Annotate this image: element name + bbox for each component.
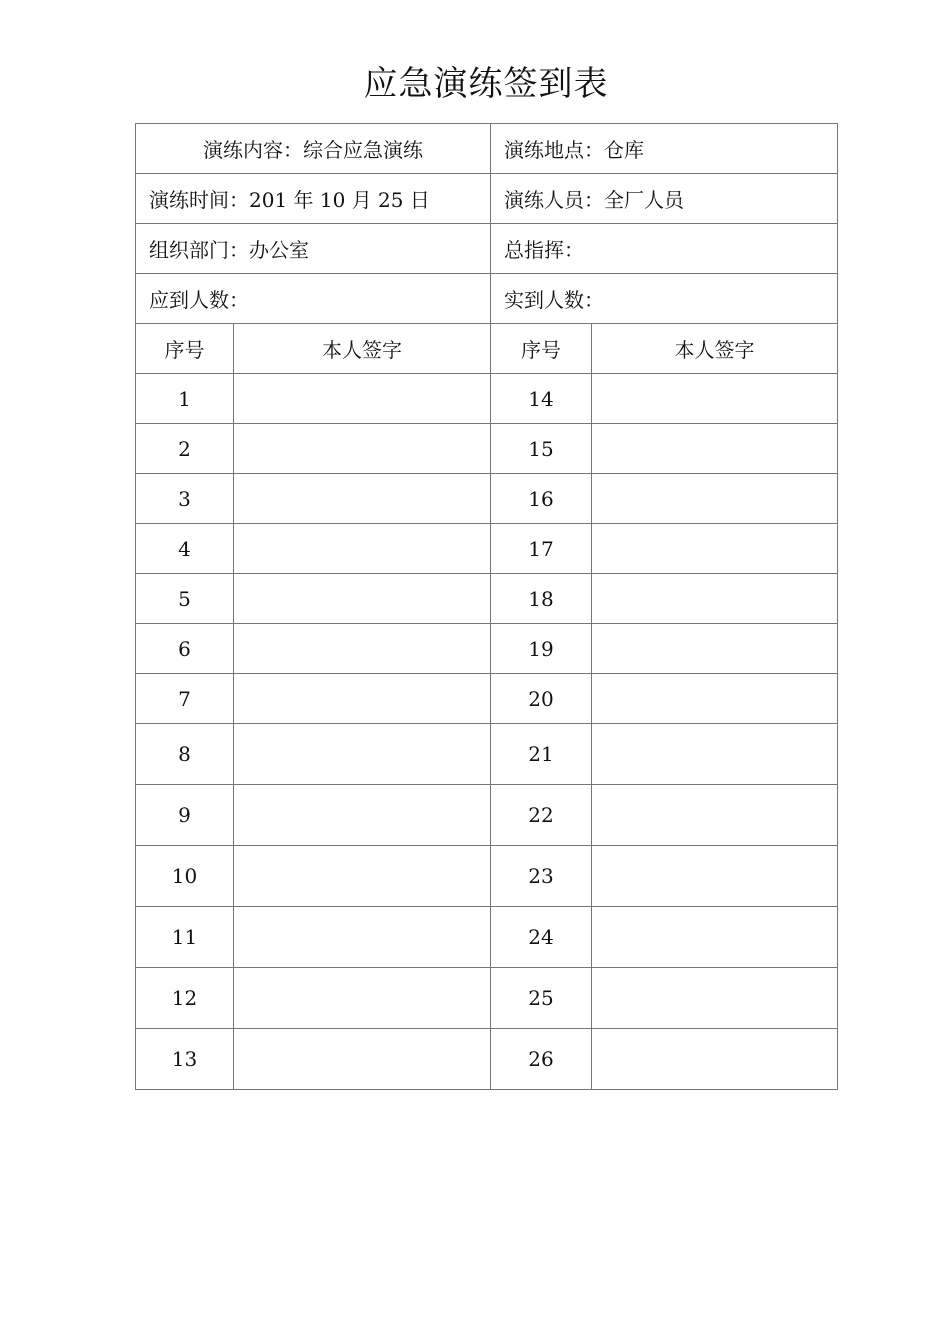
organizing-department: 组织部门：办公室 xyxy=(136,224,491,274)
table-row xyxy=(136,374,838,424)
signature-cell-left[interactable] xyxy=(234,474,491,524)
table-row xyxy=(136,474,838,524)
signature-cell-left[interactable] xyxy=(234,724,491,785)
signature-cell-right[interactable] xyxy=(592,968,838,1029)
signature-cell-right[interactable] xyxy=(592,424,838,474)
table-row xyxy=(136,574,838,624)
signature-cell-left[interactable] xyxy=(234,374,491,424)
table-row xyxy=(136,424,838,474)
table-row xyxy=(136,846,838,907)
header-seq-left: 序号 xyxy=(136,324,234,374)
info-row-content xyxy=(136,124,838,174)
seq-left: 6 xyxy=(136,624,234,674)
seq-left: 8 xyxy=(136,724,234,785)
seq-left: 10 xyxy=(136,846,234,907)
signature-cell-right[interactable] xyxy=(592,474,838,524)
actual-count: 实到人数： xyxy=(491,274,838,324)
table-row xyxy=(136,968,838,1029)
signature-cell-left[interactable] xyxy=(234,785,491,846)
page-title: 应急演练签到表 xyxy=(363,64,609,104)
seq-right: 22 xyxy=(491,785,592,846)
seq-right: 16 xyxy=(491,474,592,524)
signature-cell-left[interactable] xyxy=(234,624,491,674)
seq-left: 9 xyxy=(136,785,234,846)
seq-left: 1 xyxy=(136,374,234,424)
table-row xyxy=(136,624,838,674)
seq-left: 12 xyxy=(136,968,234,1029)
header-sign-left: 本人签字 xyxy=(234,324,491,374)
info-row-department xyxy=(136,224,838,274)
seq-right: 18 xyxy=(491,574,592,624)
seq-right: 23 xyxy=(491,846,592,907)
signature-cell-right[interactable] xyxy=(592,674,838,724)
table-row xyxy=(136,524,838,574)
signature-cell-right[interactable] xyxy=(592,724,838,785)
signature-cell-left[interactable] xyxy=(234,907,491,968)
seq-left: 13 xyxy=(136,1029,234,1090)
seq-left: 7 xyxy=(136,674,234,724)
table-row xyxy=(136,674,838,724)
signature-cell-right[interactable] xyxy=(592,574,838,624)
signature-cell-left[interactable] xyxy=(234,424,491,474)
seq-left: 3 xyxy=(136,474,234,524)
drill-time: 演练时间：201 年 10 月 25 日 xyxy=(136,174,491,224)
seq-left: 11 xyxy=(136,907,234,968)
column-header-row xyxy=(136,324,838,374)
signature-cell-right[interactable] xyxy=(592,846,838,907)
table-row xyxy=(136,907,838,968)
table-row xyxy=(136,724,838,785)
seq-right: 26 xyxy=(491,1029,592,1090)
seq-right: 17 xyxy=(491,524,592,574)
signature-cell-left[interactable] xyxy=(234,1029,491,1090)
seq-left: 4 xyxy=(136,524,234,574)
seq-right: 21 xyxy=(491,724,592,785)
table-row xyxy=(136,785,838,846)
seq-right: 24 xyxy=(491,907,592,968)
seq-right: 15 xyxy=(491,424,592,474)
header-seq-right: 序号 xyxy=(491,324,592,374)
info-row-time xyxy=(136,174,838,224)
signature-cell-right[interactable] xyxy=(592,524,838,574)
signature-cell-right[interactable] xyxy=(592,785,838,846)
signature-cell-left[interactable] xyxy=(234,674,491,724)
seq-right: 19 xyxy=(491,624,592,674)
seq-right: 14 xyxy=(491,374,592,424)
expected-count: 应到人数： xyxy=(136,274,491,324)
signature-cell-right[interactable] xyxy=(592,1029,838,1090)
commander: 总指挥： xyxy=(491,224,838,274)
signature-cell-right[interactable] xyxy=(592,907,838,968)
info-row-count xyxy=(136,274,838,324)
drill-content: 演练内容：综合应急演练 xyxy=(136,124,491,174)
seq-right: 20 xyxy=(491,674,592,724)
table-row xyxy=(136,1029,838,1090)
header-sign-right: 本人签字 xyxy=(592,324,838,374)
seq-left: 2 xyxy=(136,424,234,474)
seq-left: 5 xyxy=(136,574,234,624)
signature-cell-right[interactable] xyxy=(592,374,838,424)
signature-cell-left[interactable] xyxy=(234,968,491,1029)
signature-cell-left[interactable] xyxy=(234,574,491,624)
signature-cell-right[interactable] xyxy=(592,624,838,674)
signature-cell-left[interactable] xyxy=(234,524,491,574)
sign-in-table xyxy=(135,123,838,1090)
drill-location: 演练地点：仓库 xyxy=(491,124,838,174)
signature-cell-left[interactable] xyxy=(234,846,491,907)
seq-right: 25 xyxy=(491,968,592,1029)
drill-personnel: 演练人员：全厂人员 xyxy=(491,174,838,224)
